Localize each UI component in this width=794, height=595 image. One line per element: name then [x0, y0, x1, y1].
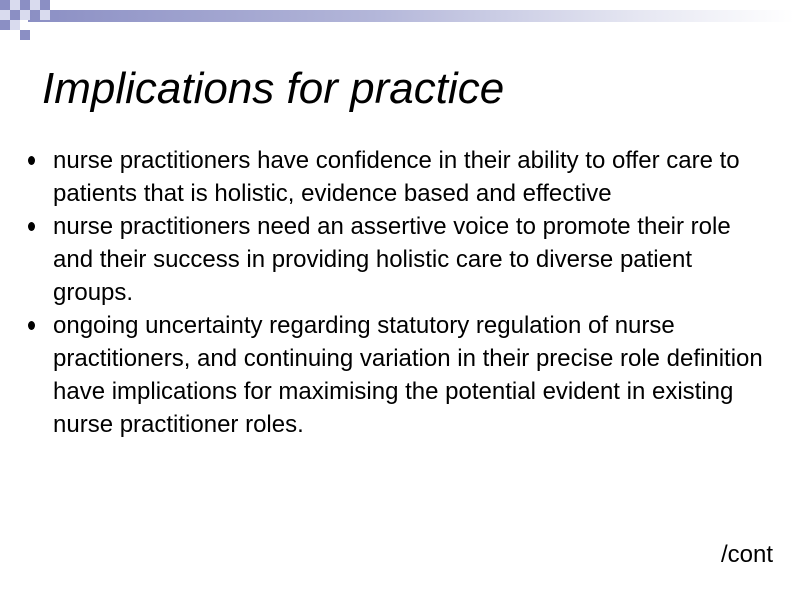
decor-square	[0, 0, 10, 10]
bullet-item	[28, 210, 773, 309]
bullet-text: nurse practitioners have confidence in their ability to offer care to patients that is holistic, evidence based and effective	[53, 147, 740, 207]
decor-square	[10, 0, 20, 10]
decor-square	[20, 0, 30, 10]
decor-square	[20, 30, 30, 40]
bullet-item	[28, 144, 773, 210]
bullet-dot-icon	[28, 321, 35, 330]
slide-title: Implications for practice	[42, 64, 505, 113]
decor-square	[0, 20, 10, 30]
decor-square	[40, 0, 50, 10]
bullet-dot-icon	[28, 156, 35, 165]
bullet-text: nurse practitioners need an assertive voice to promote their role and their success in providing holistic care to diverse patient groups.	[53, 213, 731, 306]
bullet-item	[28, 309, 773, 441]
bullet-dot-icon	[28, 222, 35, 231]
decor-square	[0, 10, 10, 20]
bullet-text: ongoing uncertainty regarding statutory regulation of nurse practitioners, and continuing variation in their precise role definition have implications for maximising the potential evident in existing nurse practitioner roles.	[53, 312, 763, 438]
decor-square	[30, 0, 40, 10]
decor-square	[40, 10, 50, 20]
decor-square	[10, 20, 20, 30]
decor-square	[20, 10, 30, 20]
bullet-list	[28, 144, 773, 441]
continuation-marker: /cont	[720, 541, 773, 568]
header-gradient-band	[28, 10, 794, 22]
decor-square	[10, 10, 20, 20]
